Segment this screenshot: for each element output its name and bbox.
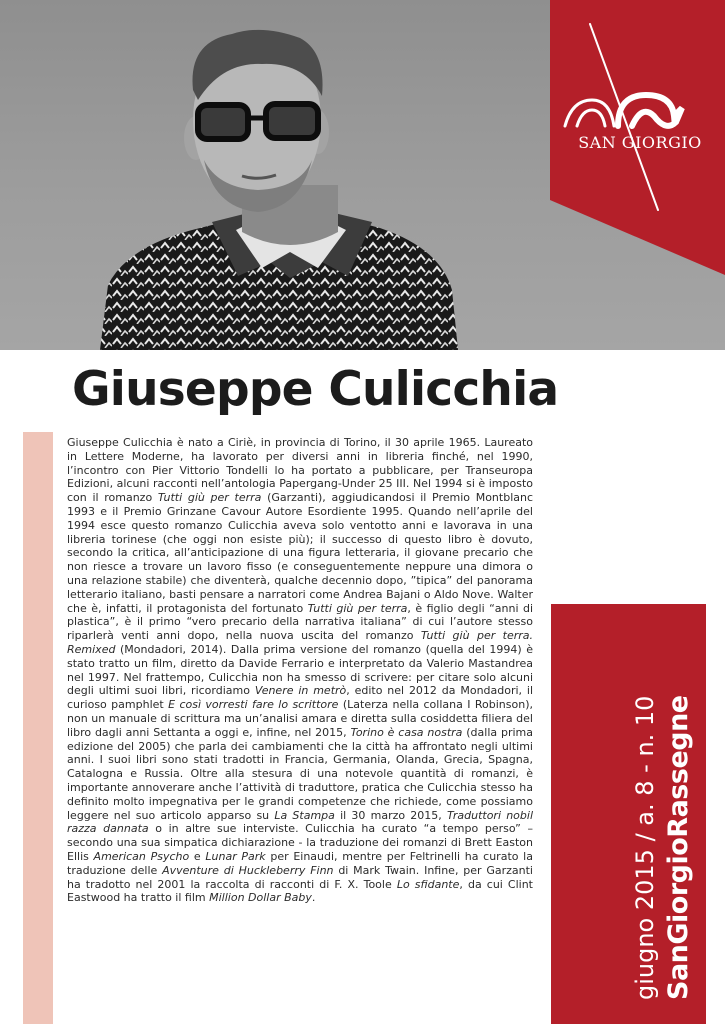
bio-text-run: (Mondadori, 2014). Dalla prima versione del romanzo (quella del 1994) è stato tratto un film, diretto da Davide Ferrario e interpretato da Valerio Mastandrea nel 1997. Nel frattempo, Culicchia non ha smesso di scrivere: per citare solo alcuni degli ultimi suoi libri, ricordiamo [67, 642, 533, 698]
bio-title-italic: E così vorresti fare lo scrittore [168, 698, 339, 712]
bio-title-italic: Torino è casa nostra [350, 725, 463, 739]
decorative-side-bar [23, 432, 53, 1024]
bio-text-run: (Garzanti), aggiudicandosi il Premio Montblanc 1993 e il Premio Grinzane Cavour Autore Esordiente 1995. Quando nell’aprile del 1994 esce questo romanzo Culicchia aveva solo ventotto anni e lavorava in una libreria torinese (che oggi non esiste più); il successo di questo libro è dovuto, secondo la critica, all’anticipazione di una figura letteraria, il giovane precario che non riesce a trovare un lavoro fisso (e conseguentemente neppure una dimora o una relazione stabile) che diventerà, qualche decennio dopo, ”tipica” del panorama letterario italiano, basti pensare a narratori come Andrea Bajani o Aldo Nove. Walter che è, infatti, il protagonista del fortunato [67, 491, 534, 615]
issue-info-text [628, 695, 696, 1000]
bio-title-italic: Million Dollar Baby [209, 891, 312, 905]
bio-title-italic: La Stampa [274, 808, 335, 822]
bio-title-italic: Lunar Park [205, 849, 266, 863]
bio-title-italic: Tutti giù per terra [307, 601, 408, 615]
bio-text-run: (dalla prima edizione del 2005) che parla dei cambiamenti che la città ha affrontato negli ultimi anni. I suoi libri sono stati tradotti in Francia, Germania, Olanda, Grecia, Spagna, Catalogna e Russia. Oltre alla stesura di una notevole quantità di romanzi, è importante annoverare anche l’attività di traduttore, pratica che Culicchia stesso ha definito molto impegnativa per le grandi competenze che richiede, come possiamo leggere nel suo articolo apparso su [67, 725, 533, 822]
bio-title-italic: Venere in metrò [254, 684, 347, 698]
bio-text-run: , edito nel 2012 da Mondadori, il curioso pamphlet [67, 684, 534, 712]
bio-text-run: . [311, 891, 316, 905]
issue-date: giugno 2015 / a. 8 - n. 10 [631, 695, 659, 1000]
bio-text-run: per Einaudi, mentre per Feltrinelli ha curato la traduzione delle [67, 849, 533, 877]
bio-text-run: e [189, 849, 206, 863]
biography-text [67, 436, 533, 905]
rassegna-name: SanGiorgioRassegne [663, 695, 694, 1000]
bio-title-italic: Tutti giù per terra. Remixed [67, 629, 533, 656]
bio-text-run: , è figlio degli “anni di plastica”, è il primo “vero precario della narrativa italiana” di cui l’autore stesso riparlerà venti anni dopo, nella nuova uscita del romanzo [67, 601, 533, 643]
bio-text-run: Giuseppe Culicchia è nato a Ciriè, in provincia di Torino, il 30 aprile 1965. Laureato in Lettere Moderne, ha lavorato per diversi anni in libreria finché, nel 1990, l’incontro con Pier Vittorio Tondelli lo ha portato a pubblicare, per Transeuropa Edizioni, alcuni racconti nell’antologia Papergang-Under 25 III. Nel 1994 si è imposto con il romanzo [67, 436, 533, 505]
bio-text-run: di Mark Twain. Infine, per Garzanti ha tradotto nel 2001 la raccolta di racconti di F. X. Toole [67, 863, 533, 891]
bio-text-run: , da cui Clint Eastwood ha tratto il film [67, 877, 533, 905]
bio-title-italic: Avventure di Huckleberry Finn [162, 863, 334, 877]
bio-text-run: il 30 marzo 2015, [334, 808, 447, 822]
bio-title-italic: American Psycho [93, 849, 190, 863]
bio-text-run: o in altre sue interviste. Culicchia ha curato “a tempo perso” – secondo una sua simpatica dichiarazione - la traduzione dei romanzi di Brett Easton Ellis [67, 822, 533, 863]
bio-title-italic: Traduttori nobil razza dannata [67, 808, 533, 836]
bio-title-italic: Lo sfidante [396, 877, 460, 891]
bio-title-italic: Tutti giù per terra [157, 491, 262, 505]
brand-name: SAN GIORGIO [578, 133, 702, 152]
page-title: Giuseppe Culicchia [72, 362, 559, 417]
bio-text-run: (Laterza nella collana I Robinson), non un manuale di scrittura ma un’analisi amara e diretta sulla cosiddetta filiera del libro dagli anni Settanta a oggi e, infine, nel 2015, [67, 698, 533, 739]
